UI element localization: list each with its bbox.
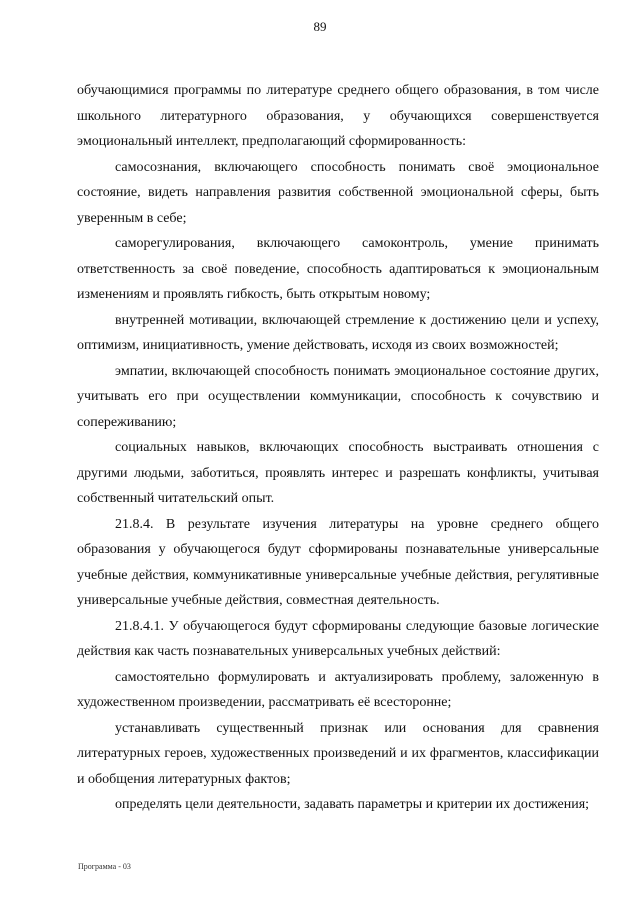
paragraph-self-regulation: саморегулирования, включающего самоконтроль, умение принимать ответственность за своё поведение, способность адаптироваться к эмоциональным изменениям и проявлять гибкость, быть открытым новому; <box>77 236 599 302</box>
paragraph-section-21-8-4-1: 21.8.4.1. У обучающегося будут сформированы следующие базовые логические действия как часть познавательных универсальных учебных действий: <box>77 618 599 659</box>
paragraph-empathy: эмпатии, включающей способность понимать эмоциональное состояние других, учитывать его при осуществлении коммуникации, способность к сочувствию и сопереживанию; <box>77 363 599 430</box>
paragraph-social-skills: социальных навыков, включающих способность выстраивать отношения с другими людьми, заботиться, проявлять интерес и разрешать конфликты, учитывая собственный читательский опыт. <box>77 440 599 506</box>
footer-label: Программа - 03 <box>78 862 131 871</box>
paragraph-section-21-8-4: 21.8.4. В результате изучения литературы на уровне среднего общего образования у обучающегося будут сформированы познавательные универсальные учебные действия, коммуникативные универсальные учебные действия, регулятивные универсальные учебные действия, совместная деятельность. <box>77 516 599 608</box>
page-body <box>77 78 599 818</box>
paragraph-formulate-problem: самостоятельно формулировать и актуализировать проблему, заложенную в художественном произведении, рассматривать её всесторонне; <box>77 669 599 710</box>
paragraph-continuation: обучающимися программы по литературе среднего общего образования, в том числе школьного литературного образования, у обучающихся совершенствуется эмоциональный интеллект, предполагающий сформированность: <box>77 83 599 149</box>
paragraph-comparison-criteria: устанавливать существенный признак или основания для сравнения литературных героев, художественных произведений и их фрагментов, классификации и обобщения литературных фактов; <box>77 720 599 787</box>
page-number: 89 <box>313 19 327 34</box>
paragraph-goals: определять цели деятельности, задавать параметры и критерии их достижения; <box>115 797 590 812</box>
paragraph-self-awareness: самосознания, включающего способность понимать своё эмоциональное состояние, видеть направления развития собственной эмоциональной сферы, быть уверенным в себе; <box>77 159 599 226</box>
paragraph-motivation: внутренней мотивации, включающей стремление к достижению цели и успеху, оптимизм, инициативность, умение действовать, исходя из своих возможностей; <box>77 312 599 353</box>
